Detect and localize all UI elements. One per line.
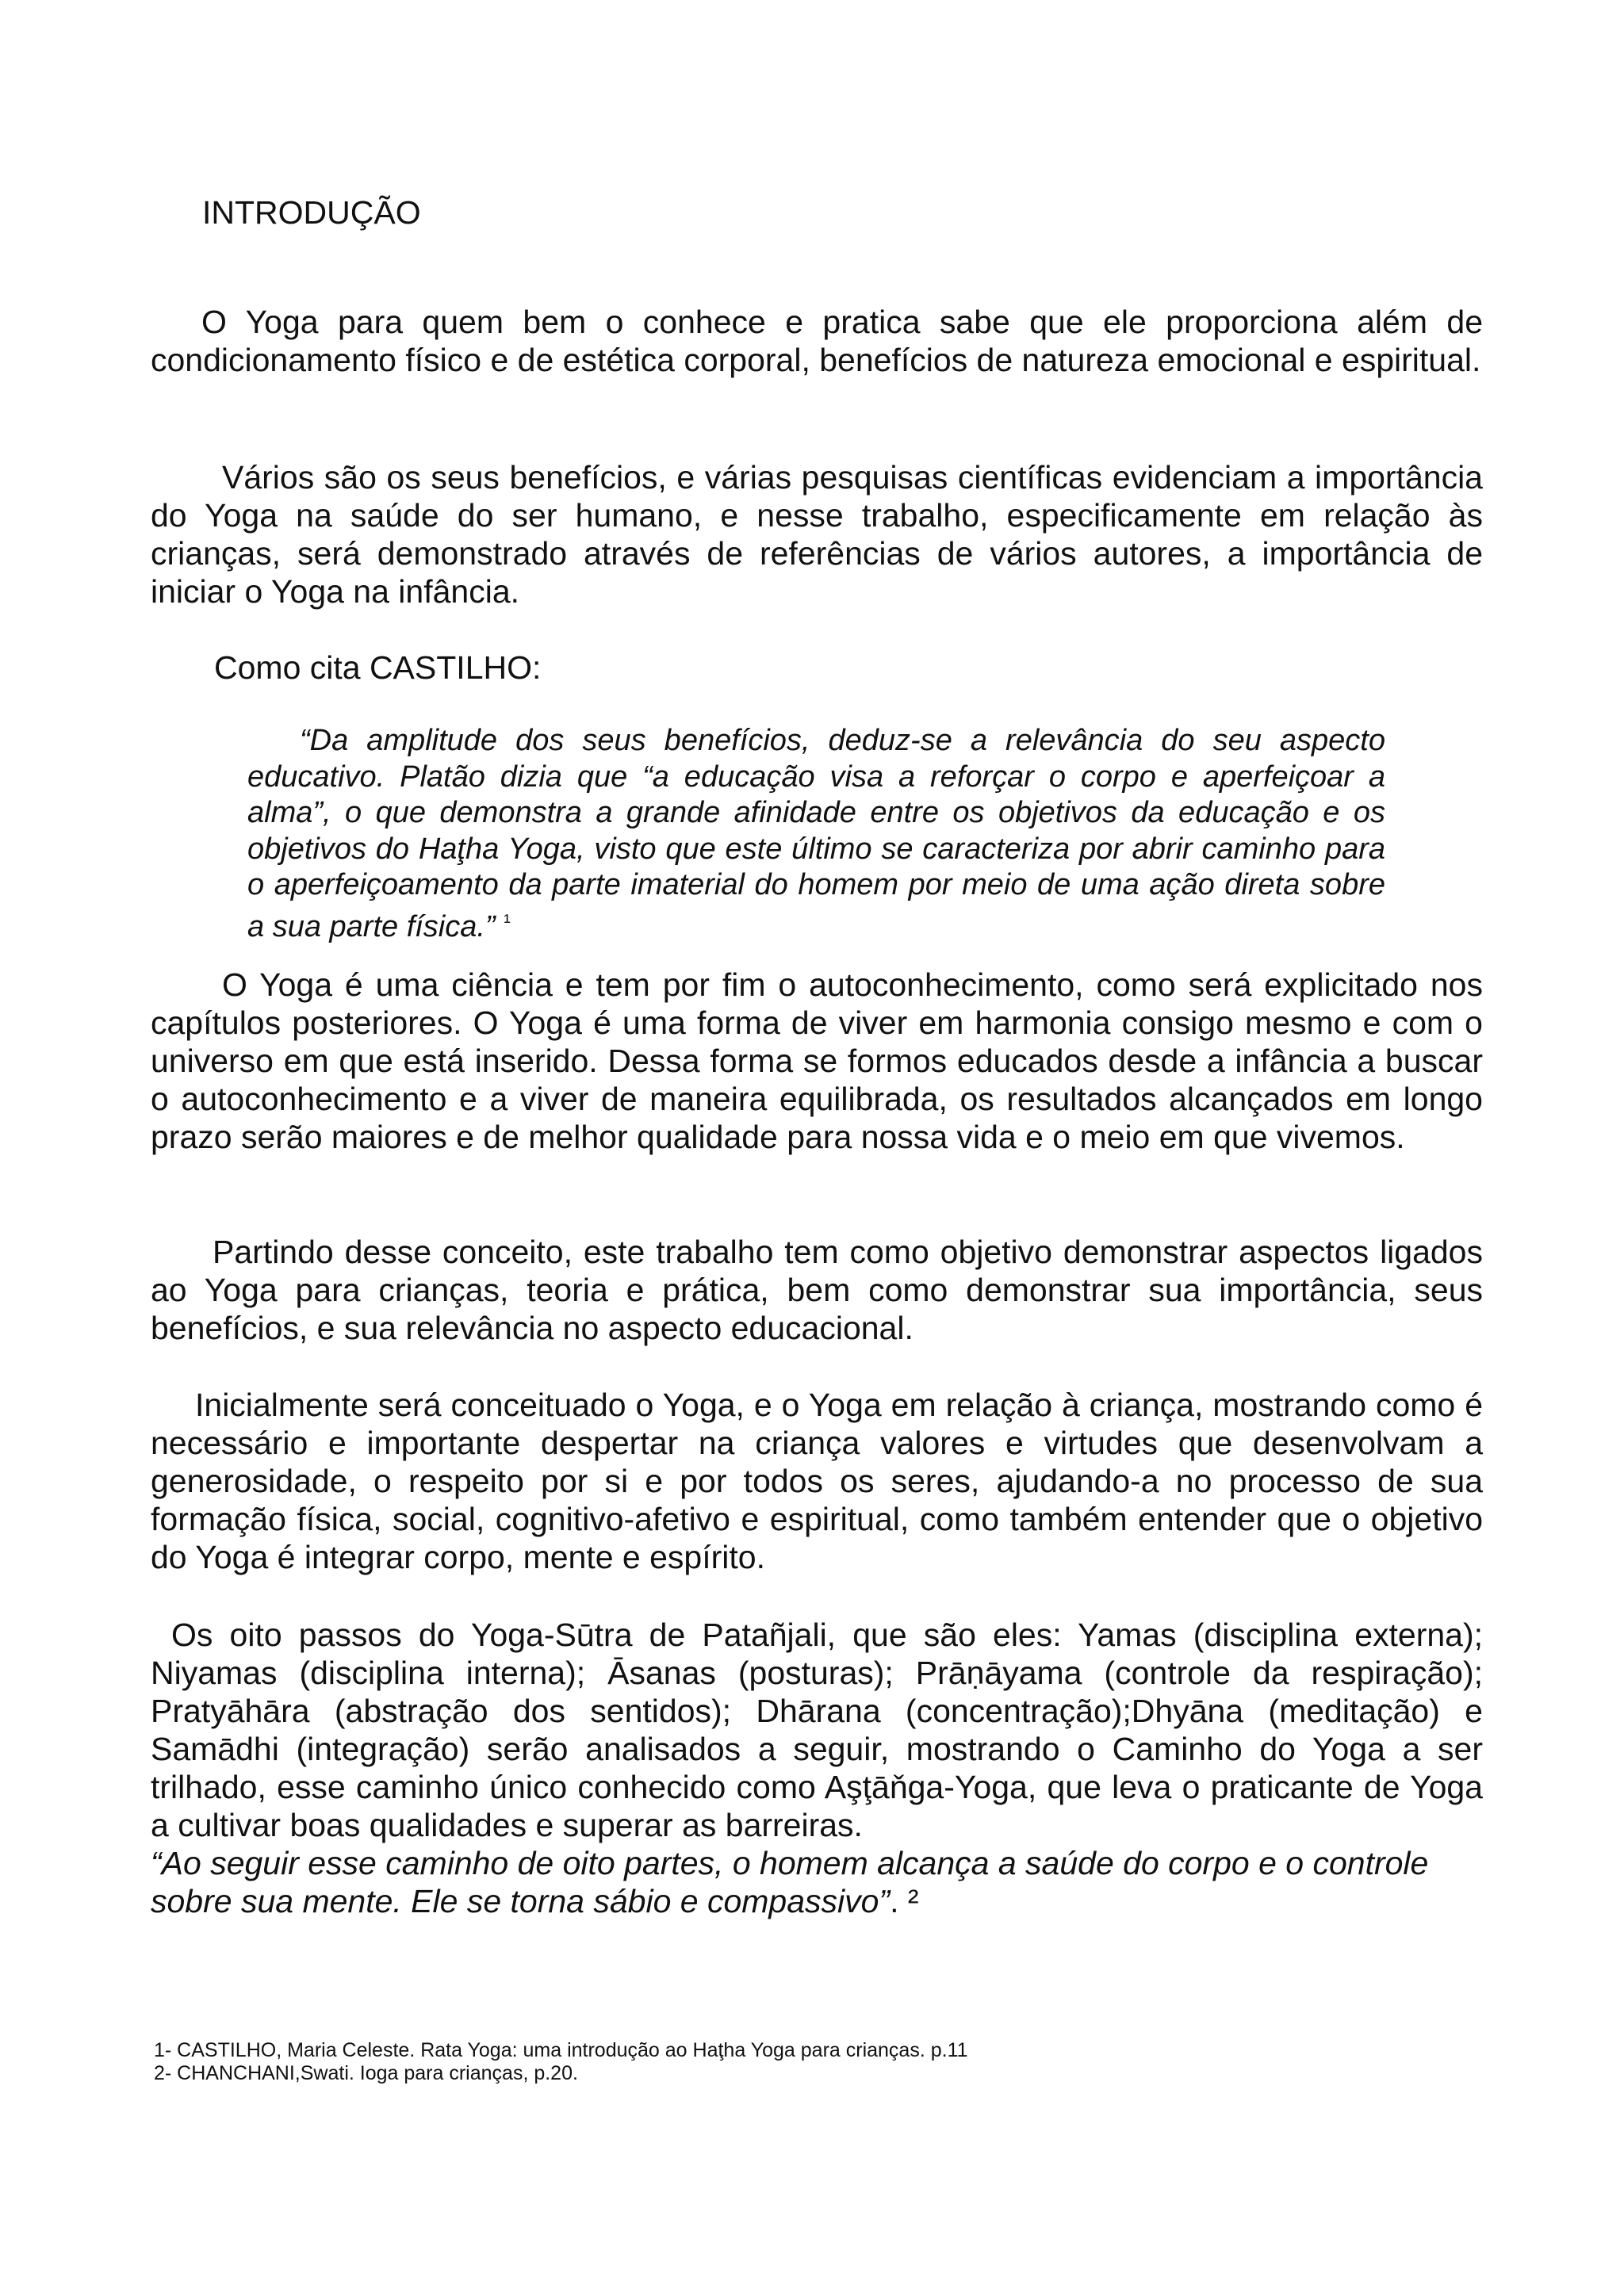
footnotes xyxy=(154,2039,1423,2085)
paragraph-2: Vários são os seus benefícios, e várias pesquisas científicas evidenciam a importância do Yoga na saúde do ser humano, e nesse trabalho, especificamente em relação às crianças, será demonstrado através de referências de vários autores, a importância de iniciar o Yoga na infância. xyxy=(151,459,1483,610)
paragraph-1: O Yoga para quem bem o conhece e pratica sabe que ele proporciona além de condicionamento físico e de estética corporal, benefícios de natureza emocional e espiritual. xyxy=(151,304,1483,378)
block-quote-text: “Da amplitude dos seus benefícios, deduz-se a relevância do seu aspecto educativo. Platão dizia que “a educação visa a reforçar o corpo e aperfeiçoar a alma”, o que demonstra a grande afinidade entre os objetivos da educação e os objetivos do Haţha Yoga, visto que este último se caracteriza por abrir caminho para o aperfeiçoamento da parte imaterial do homem por meio de uma ação direta sobre a sua parte física.” xyxy=(247,724,1385,943)
footnote-2: 2- CHANCHANI,Swati. Ioga para crianças, p.20. xyxy=(154,2062,578,2084)
footnote-1: 1- CASTILHO, Maria Celeste. Rata Yoga: uma introdução ao Haţha Yoga para crianças. p.11 xyxy=(154,2039,968,2061)
footnote-ref-1: ¹ xyxy=(504,909,511,933)
paragraph-5: Inicialmente será conceituado o Yoga, e o Yoga em relação à criança, mostrando como é necessário e importante despertar na criança valores e virtudes que desenvolvam a generosidade, o respeito por si e por todos os seres, ajudando-a no processo de sua formação física, social, cognitivo-afetivo e espiritual, como também entender que o objetivo do Yoga é integrar corpo, mente e espírito. xyxy=(151,1387,1483,1575)
closing-quote xyxy=(151,1844,1483,1920)
page-title: INTRODUÇÃO xyxy=(202,194,421,231)
footnote-ref-2: . ² xyxy=(890,1883,919,1919)
paragraph-6: Os oito passos do Yoga-Sūtra de Patañjali, que são eles: Yamas (disciplina externa); Niyamas (disciplina interna); Āsanas (posturas); Prāṇāyama (controle da respiração); Pratyāhāra (abstração dos sentidos); Dhārana (concentração);Dhyāna (meditação) e Samādhi (integração) serão analisados a seguir, mostrando o Caminho do Yoga a ser trilhado, esse caminho único conhecido como Aşţāňga-Yoga, que leva o praticante de Yoga a cultivar boas qualidades e superar as barreiras. xyxy=(151,1617,1483,1843)
quote-lead-in: Como cita CASTILHO: xyxy=(214,649,542,686)
paragraph-4: Partindo desse conceito, este trabalho tem como objetivo demonstrar aspectos ligados ao Yoga para crianças, teoria e prática, bem como demonstrar sua importância, seus benefícios, e sua relevância no aspecto educacional. xyxy=(151,1234,1483,1346)
block-quote xyxy=(247,723,1385,945)
closing-quote-text: “Ao seguir esse caminho de oito partes, o homem alcança a saúde do corpo e o controle sobre sua mente. Ele se torna sábio e compassivo” xyxy=(151,1845,1429,1919)
paragraph-3: O Yoga é uma ciência e tem por fim o autoconhecimento, como será explicitado nos capítulos posteriores. O Yoga é uma forma de viver em harmonia consigo mesmo e com o universo em que está inserido. Dessa forma se formos educados desde a infância a buscar o autoconhecimento e a viver de maneira equilibrada, os resultados alcançados em longo prazo serão maiores e de melhor qualidade para nossa vida e o meio em que vivemos. xyxy=(151,966,1483,1155)
